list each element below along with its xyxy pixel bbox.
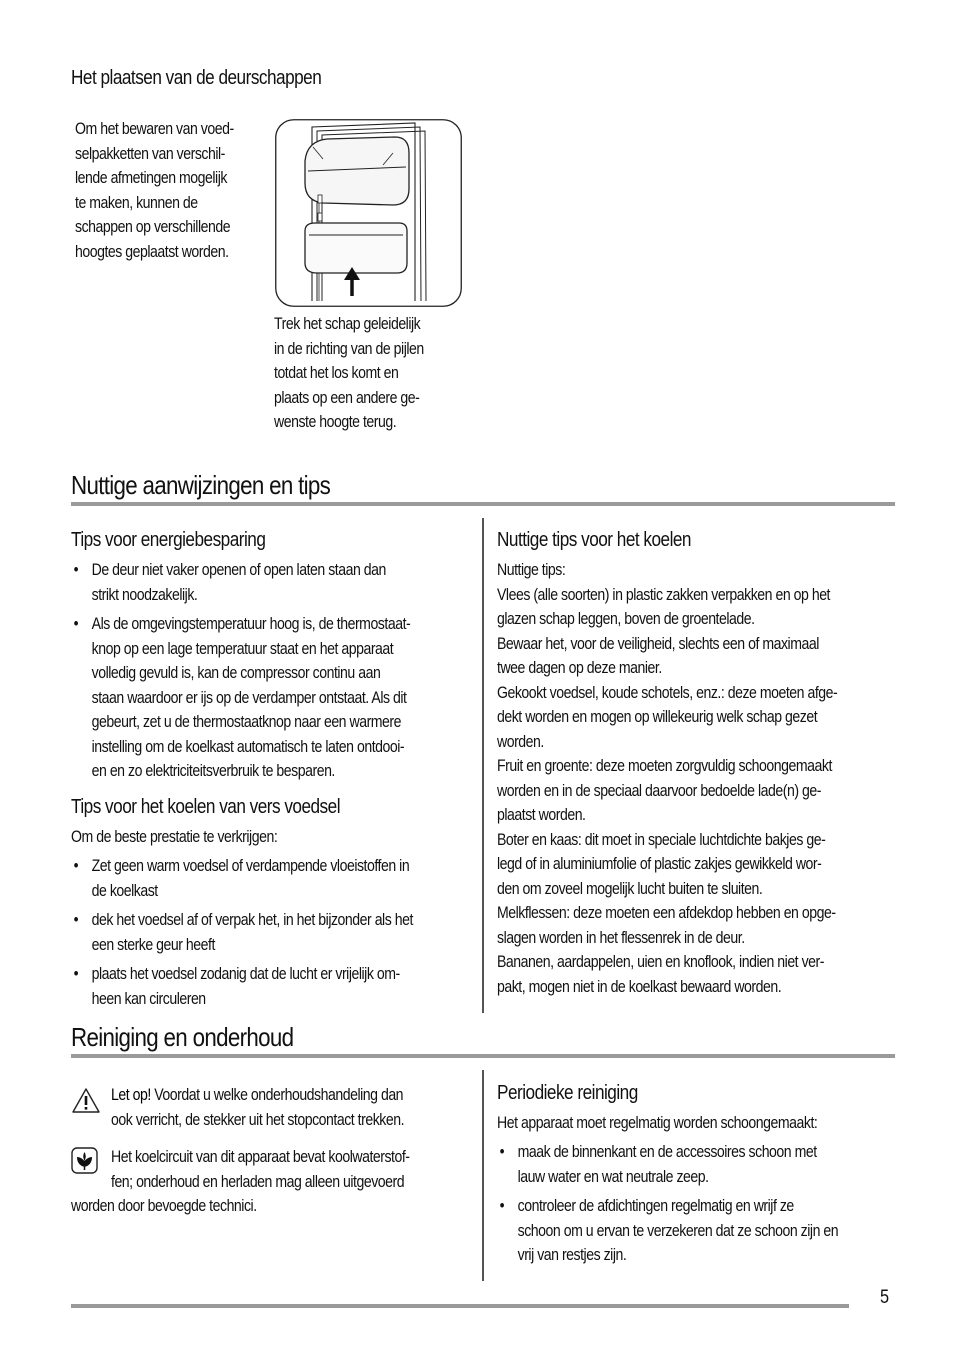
text-line: lende afmetingen mogelijk	[75, 169, 227, 187]
text-line: totdat het los komt en	[274, 364, 399, 382]
environment-icon	[71, 1147, 98, 1174]
environment-note-line1: Het koelcircuit van dit apparaat bevat koolwaterstof-	[111, 1148, 410, 1166]
list-item-line: staan waardoor er ijs op de verdamper ontstaat. Als dit	[91, 688, 407, 707]
tips-heading-rule	[71, 502, 895, 506]
list-item-line: De deur niet vaker openen of open laten staan dan	[91, 561, 386, 579]
door-shelf-illustration	[275, 119, 462, 307]
text-line: Om het bewaren van voed-	[75, 120, 234, 138]
list-item-line: vrij van restjes zijn.	[517, 1246, 627, 1264]
fresh-food-list	[71, 854, 413, 1016]
door-shelves-intro	[75, 117, 234, 264]
tips-column-divider	[482, 518, 484, 1013]
text-line: plaats op een andere ge-	[274, 388, 420, 407]
text-line: schappen op verschillende	[75, 218, 231, 236]
list-item	[71, 854, 413, 903]
environment-note-line2: fen; onderhoud en herladen mag alleen uitgevoerd	[111, 1172, 405, 1191]
list-item-line: schoon om u ervan te verzekeren dat ze schoon zijn en	[517, 1221, 839, 1240]
list-item-line: instelling om de koelkast automatisch te laten ontdooi-	[91, 737, 405, 756]
tips-section-heading: Nuttige aanwijzingen en tips	[71, 470, 331, 500]
bullet-icon: •	[499, 1143, 505, 1161]
text-line: Boter en kaas: dit moet in speciale luchtdichte bakjes ge-	[497, 830, 826, 849]
periodic-cleaning-intro: Het apparaat moet regelmatig worden schoongemaakt:	[497, 1114, 818, 1132]
list-item-line: controleer de afdichtingen regelmatig en wrijf ze	[517, 1197, 794, 1215]
text-line: plaatst worden.	[497, 806, 586, 824]
text-line: Vlees (alle soorten) in plastic zakken verpakken en op het	[497, 585, 831, 604]
periodic-cleaning-list	[497, 1140, 838, 1273]
list-item-line: knop op een lage temperatuur staat en het apparaat	[91, 639, 394, 658]
list-item	[497, 1194, 838, 1268]
list-item-line: dek het voedsel af of verpak het, in het bijzonder als het	[91, 911, 413, 929]
list-item-line: maak de binnenkant en de accessoires schoon met	[517, 1143, 817, 1161]
text-line: legd of in aluminiumfolie of plastic zakjes gewikkeld wor-	[497, 855, 822, 873]
text-line: dekt worden en mogen op willekeurig welk schap gezet	[497, 708, 818, 726]
environment-note-line3: worden door bevoegde technici.	[71, 1197, 257, 1215]
cooling-tips-text	[497, 558, 837, 999]
fresh-food-tips-title: Tips voor het koelen van vers voedsel	[71, 796, 341, 818]
text-line: worden en in de speciaal daarvoor bedoelde lade(n) ge-	[497, 781, 821, 800]
text-line: Bewaar het, voor de veiligheid, slechts een of maximaal	[497, 634, 819, 653]
footer-rule	[71, 1304, 849, 1308]
text-line: den om zoveel mogelijk lucht buiten te sluiten.	[497, 879, 763, 898]
list-item-line: Zet geen warm voedsel of verdampende vloeistoffen in	[91, 857, 410, 875]
text-line: glazen schap leggen, boven de groentelade.	[497, 610, 755, 628]
list-item-line: een sterke geur heeft	[91, 935, 215, 954]
text-line: Bananen, aardappelen, uien en knoflook, indien niet ver-	[497, 953, 824, 971]
door-shelves-heading: Het plaatsen van de deurschappen	[71, 67, 322, 89]
bullet-icon: •	[73, 965, 79, 983]
energy-tips-list	[71, 558, 410, 789]
warning-label: Let op!	[111, 1086, 151, 1104]
list-item-line: heen kan circuleren	[91, 989, 206, 1008]
page-number: 5	[880, 1287, 890, 1308]
cleaning-column-divider	[482, 1070, 484, 1281]
text-line: te maken, kunnen de	[75, 193, 198, 212]
list-item-line: volledig gevuld is, kan de compressor continu aan	[91, 664, 381, 682]
list-item	[71, 908, 413, 957]
text-line: Trek het schap geleidelijk	[274, 315, 421, 333]
text-line: Melkflessen: deze moeten een afdekdop hebben en opge-	[497, 904, 836, 922]
list-item	[71, 962, 413, 1011]
text-line: twee dagen op deze manier.	[497, 659, 662, 677]
list-item-line: lauw water en wat neutrale zeep.	[517, 1167, 709, 1186]
list-item-line: plaats het voedsel zodanig dat de lucht er vrijelijk om-	[91, 965, 400, 983]
cooling-tips-title: Nuttige tips voor het koelen	[497, 529, 691, 551]
bullet-icon: •	[73, 561, 79, 579]
warning-line2: ook verricht, de stekker uit het stopcontact trekken.	[111, 1110, 405, 1129]
warning-line1: Voordat u welke onderhoudshandeling dan	[150, 1086, 404, 1104]
text-line: wenste hoogte terug.	[274, 413, 397, 431]
text-line: pakt, mogen niet in de koelkast bewaard worden.	[497, 977, 782, 996]
energy-tips-title: Tips voor energiebesparing	[71, 529, 266, 551]
text-line: slagen worden in het flessenrek in de deur.	[497, 928, 745, 947]
periodic-cleaning-title: Periodieke reiniging	[497, 1082, 638, 1104]
list-item-line: Als de omgevingstemperatuur hoog is, de thermostaat-	[91, 615, 411, 633]
list-item-line: en en zo elektriciteitsverbruik te besparen.	[91, 762, 335, 780]
fresh-food-intro: Om de beste prestatie te verkrijgen:	[71, 828, 278, 846]
list-item-line: gebeurt, zet u de thermostaatknop naar een warmere	[91, 713, 402, 731]
cleaning-section-heading: Reiniging en onderhoud	[71, 1022, 294, 1052]
text-line: in de richting van de pijlen	[274, 339, 424, 358]
text-line: hoogtes geplaatst worden.	[75, 242, 229, 261]
text-line: selpakketten van verschil-	[75, 144, 225, 163]
bullet-icon: •	[499, 1197, 505, 1215]
text-line: Fruit en groente: deze moeten zorgvuldig schoongemaakt	[497, 757, 832, 775]
list-item	[71, 612, 410, 784]
door-shelves-caption	[274, 312, 424, 435]
bullet-icon: •	[73, 615, 79, 633]
door-shelf-drawing	[275, 119, 462, 307]
text-line: Gekookt voedsel, koude schotels, enz.: deze moeten afge-	[497, 683, 838, 702]
list-item	[497, 1140, 838, 1189]
cleaning-heading-rule	[71, 1054, 895, 1058]
bullet-icon: •	[73, 857, 79, 875]
list-item-line: de koelkast	[91, 881, 158, 900]
text-line: Nuttige tips:	[497, 561, 566, 579]
list-item	[71, 558, 410, 607]
warning-triangle-icon	[71, 1087, 101, 1115]
list-item-line: strikt noodzakelijk.	[91, 585, 198, 604]
bullet-icon: •	[73, 911, 79, 929]
warning-text	[111, 1083, 404, 1132]
text-line: worden.	[497, 732, 544, 751]
